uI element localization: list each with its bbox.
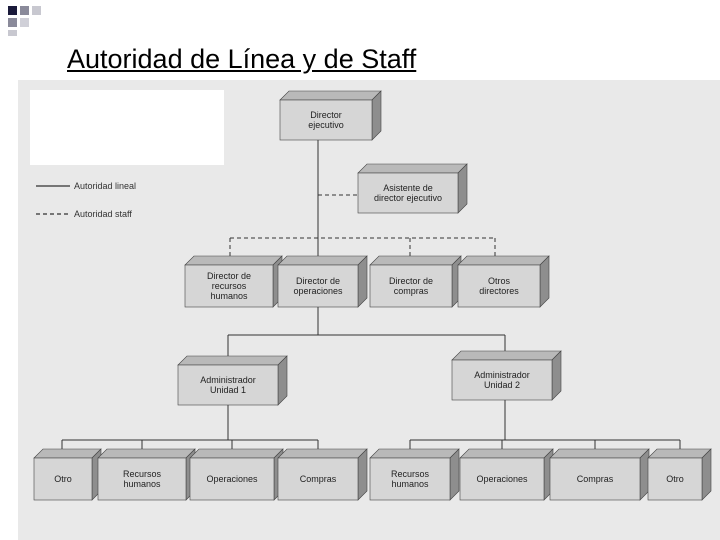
box-label: ejecutivo — [308, 120, 344, 130]
box-side-face — [358, 449, 367, 500]
box-top-face — [370, 449, 459, 458]
org-box-b-ops2 — [460, 449, 553, 500]
org-box-b-ops1 — [190, 449, 283, 500]
org-box-asistente — [358, 164, 467, 213]
box-label: Recursos — [122, 469, 162, 479]
box-label: humanos — [210, 291, 248, 301]
org-box-rrhh-dir — [185, 256, 282, 307]
box-top-face — [452, 351, 561, 360]
org-box-otros-dir — [458, 256, 549, 307]
box-label: Otro — [54, 474, 72, 484]
org-box-admin1 — [178, 356, 287, 405]
box-label: Asistente de — [383, 183, 433, 193]
org-box-admin2 — [452, 351, 561, 400]
org-box-b-otro2 — [648, 449, 711, 500]
box-label: Director de — [388, 276, 434, 286]
box-side-face — [358, 256, 367, 307]
box-label: humanos — [391, 479, 429, 489]
box-top-face — [185, 256, 282, 265]
box-top-face — [278, 449, 367, 458]
box-top-face — [280, 91, 381, 100]
org-box-b-rrhh1 — [98, 449, 195, 500]
box-side-face — [640, 449, 649, 500]
box-label: directores — [479, 286, 519, 296]
org-box-b-compras1 — [278, 449, 367, 500]
box-top-face — [460, 449, 553, 458]
box-label: Compras — [299, 474, 337, 484]
box-top-face — [458, 256, 549, 265]
legend-line-label: Autoridad lineal — [74, 181, 137, 191]
org-box-b-compras2 — [550, 449, 649, 500]
box-label: compras — [393, 286, 429, 296]
box-label: Director de — [206, 271, 252, 281]
box-label: Operaciones — [206, 474, 258, 484]
box-label: Otro — [666, 474, 684, 484]
box-label: Operaciones — [476, 474, 528, 484]
box-top-face — [648, 449, 711, 458]
box-label: Recursos — [390, 469, 430, 479]
slide-title: Autoridad de Línea y de Staff — [67, 44, 417, 74]
box-label: Unidad 2 — [483, 380, 521, 390]
box-label: Compras — [576, 474, 614, 484]
box-top-face — [550, 449, 649, 458]
box-top-face — [178, 356, 287, 365]
box-side-face — [450, 449, 459, 500]
org-boxes — [34, 91, 711, 500]
box-label: Otros — [487, 276, 511, 286]
box-label: Unidad 1 — [209, 385, 247, 395]
box-side-face — [278, 356, 287, 405]
box-top-face — [98, 449, 195, 458]
legend — [36, 181, 136, 219]
box-label: Administrador — [474, 370, 530, 380]
box-top-face — [358, 164, 467, 173]
box-side-face — [372, 91, 381, 140]
org-box-b-otro1 — [34, 449, 101, 500]
box-top-face — [34, 449, 101, 458]
box-label: Administrador — [200, 375, 256, 385]
box-label: director ejecutivo — [373, 193, 443, 203]
box-top-face — [190, 449, 283, 458]
box-top-face — [278, 256, 367, 265]
box-side-face — [702, 449, 711, 500]
org-box-ops-dir — [278, 256, 367, 307]
box-top-face — [370, 256, 461, 265]
box-label: humanos — [123, 479, 161, 489]
box-side-face — [552, 351, 561, 400]
box-side-face — [458, 164, 467, 213]
legend-staff-label: Autoridad staff — [74, 209, 132, 219]
box-label: Director de — [295, 276, 341, 286]
box-label: operaciones — [293, 286, 343, 296]
box-label: recursos — [211, 281, 247, 291]
org-box-b-rrhh2 — [370, 449, 459, 500]
org-box-director — [280, 91, 381, 140]
box-label: Director — [310, 110, 342, 120]
box-side-face — [540, 256, 549, 307]
org-box-compras-dir — [370, 256, 461, 307]
